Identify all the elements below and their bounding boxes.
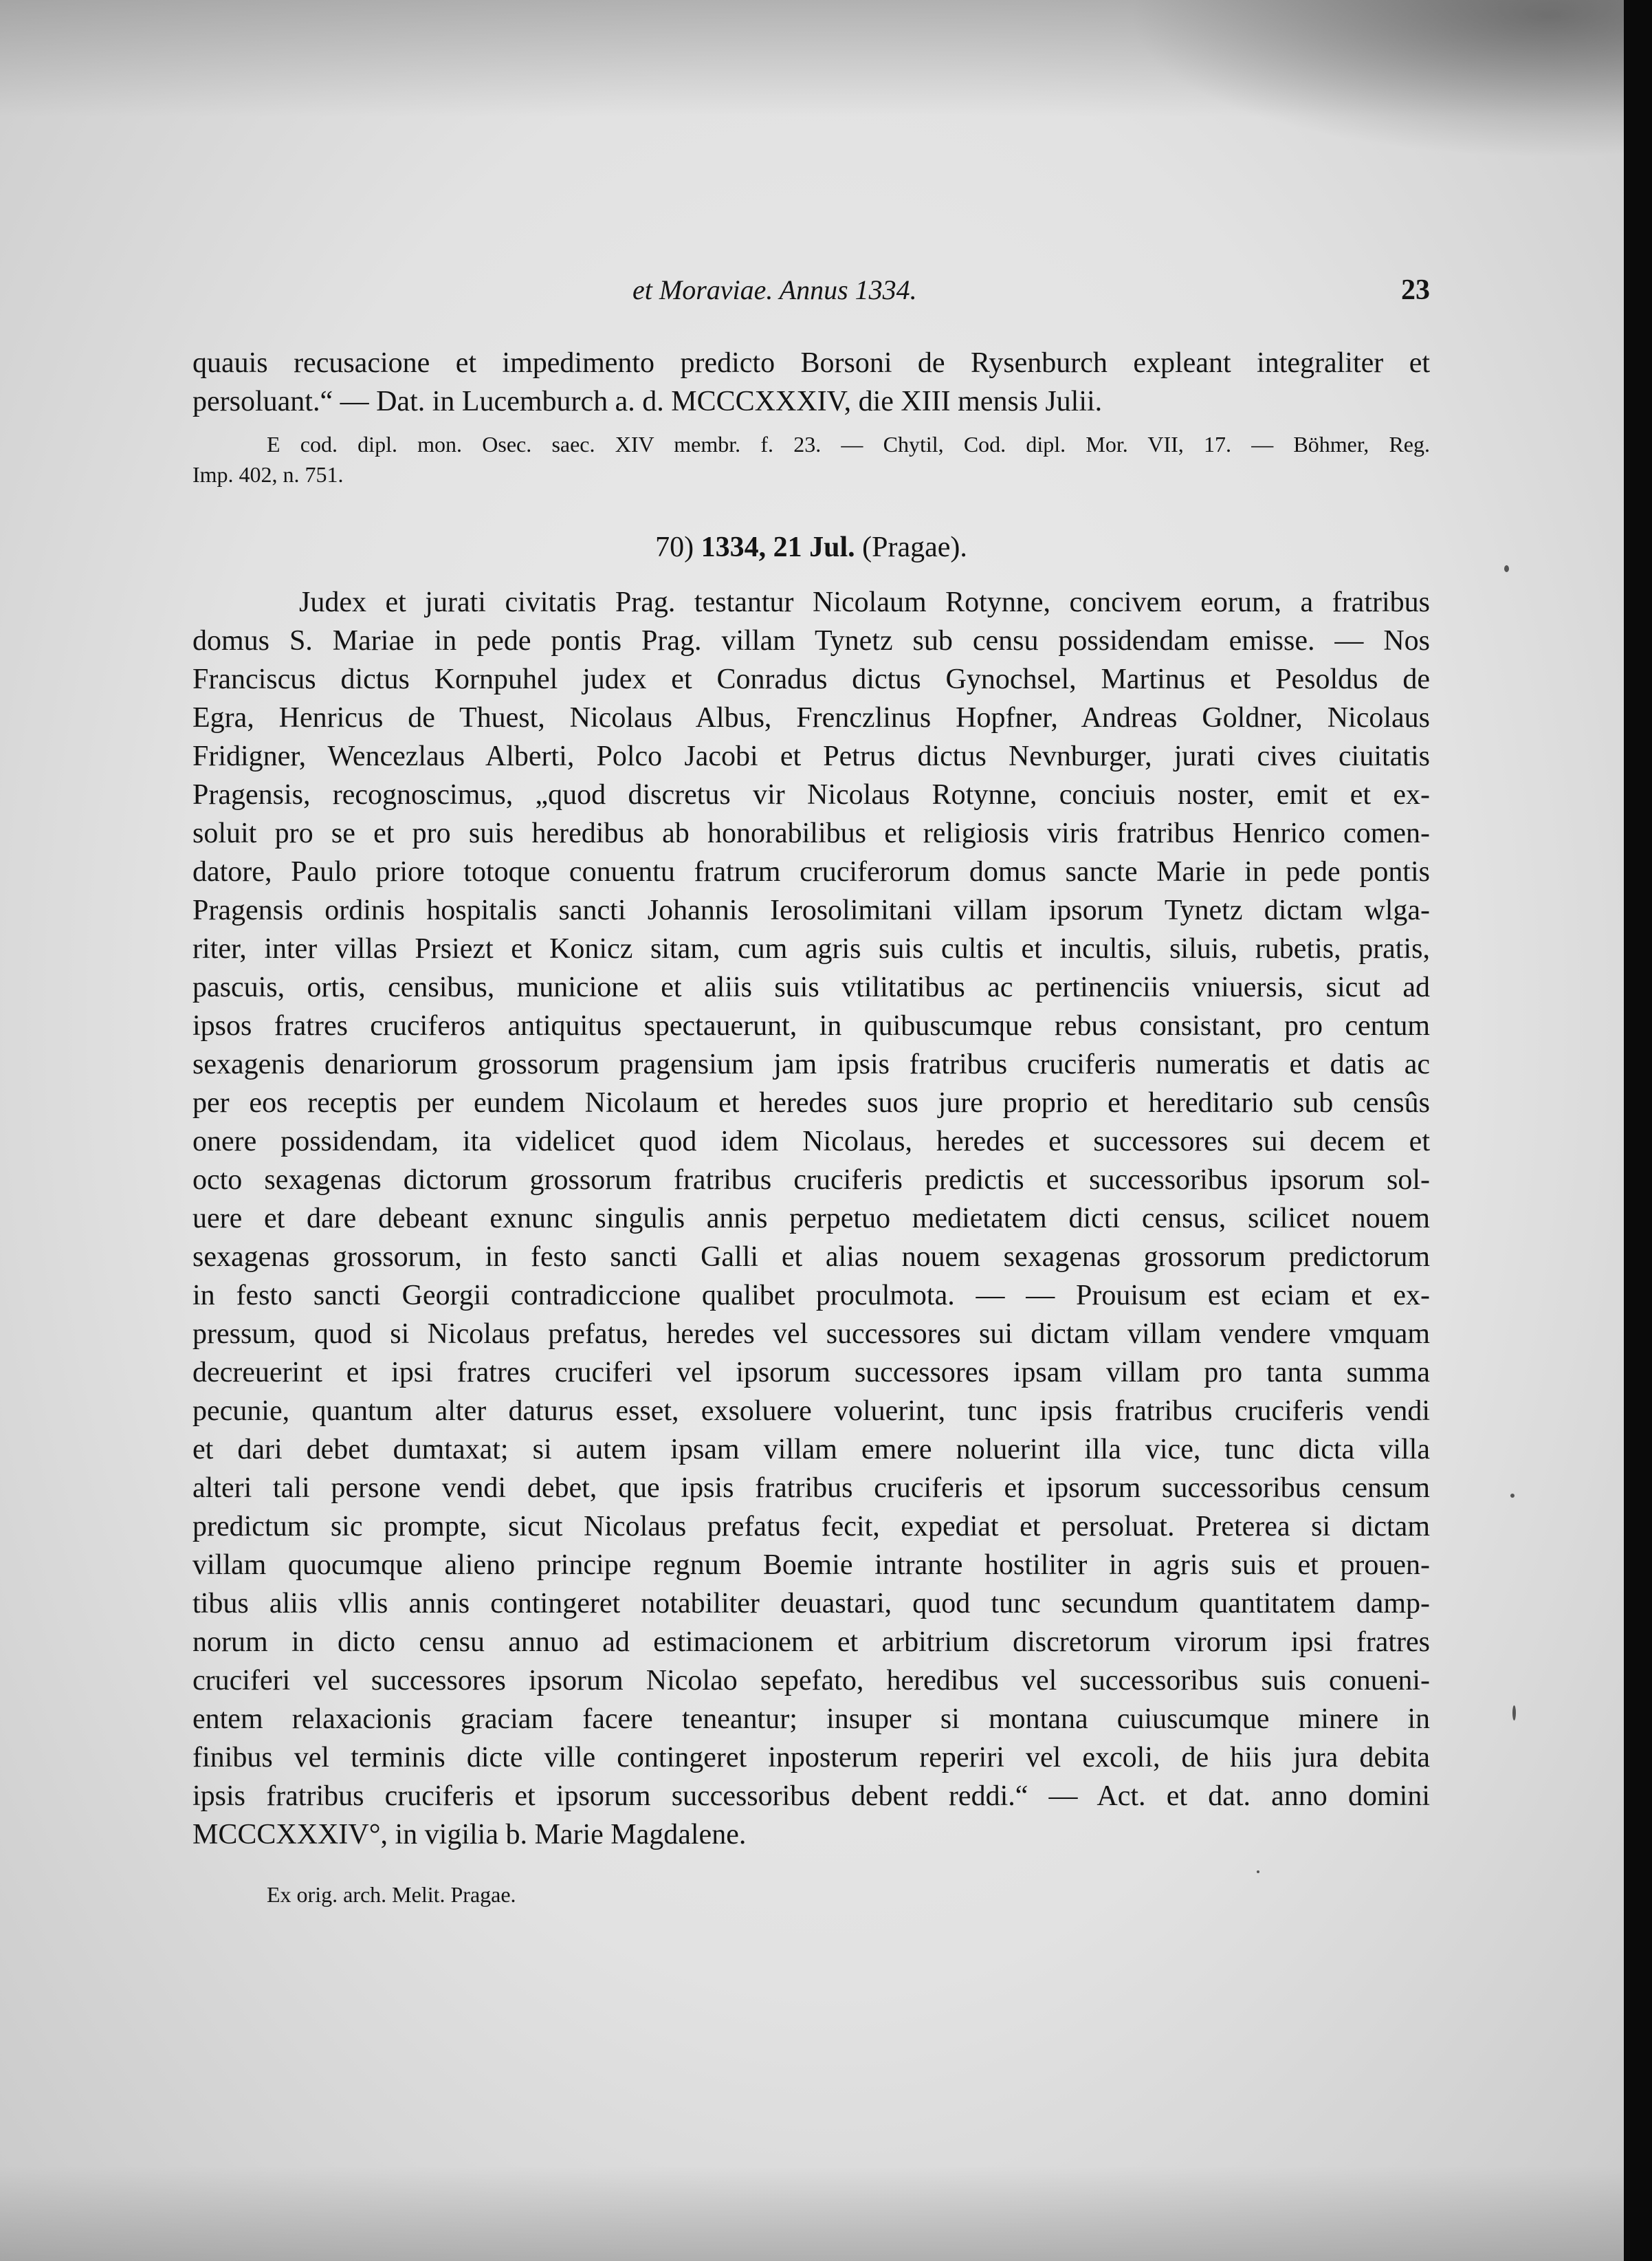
body-line: norum in dicto censu annuo ad estimacionem et arbitrium discretorum virorum ipsi fratres <box>192 1626 1430 1658</box>
body-line: cruciferi vel successores ipsorum Nicolao sepefato, heredibus vel successoribus suis conueni- <box>192 1665 1430 1696</box>
body-line: decreuerint et ipsi fratres cruciferi vel ipsorum successores ipsam villam pro tanta summa <box>192 1357 1430 1388</box>
body-line: entem relaxacionis graciam facere teneantur; insuper si montana cuiuscumque minere in <box>192 1703 1430 1735</box>
body-line: tibus aliis vllis annis contingeret notabiliter deuastari, quod tunc secundum quantitatem damp- <box>192 1588 1430 1619</box>
body-line: sexagenis denariorum grossorum pragensium jam ipsis fratribus cruciferis numeratis et datis ac <box>192 1049 1430 1080</box>
running-title: et Moraviae. Annus 1334. <box>632 274 917 305</box>
document-source-note: Ex orig. arch. Melit. Pragae. <box>267 1882 516 1907</box>
body-line: Fridigner, Wencezlaus Alberti, Polco Jacobi et Petrus dictus Nevnburger, jurati cives ciuitatis <box>192 741 1430 772</box>
page-number: 23 <box>1401 274 1430 306</box>
dust-speck <box>1257 1870 1259 1873</box>
document-number: 70) <box>655 532 694 563</box>
body-line: ipsos fratres cruciferos antiquitus spectauerunt, in quibuscumque rebus consistant, pro centum <box>192 1010 1430 1042</box>
body-line: Egra, Henricus de Thuest, Nicolaus Albus, Frenczlinus Hopfner, Andreas Goldner, Nicolaus <box>192 702 1430 734</box>
body-line: onere possidendam, ita videlicet quod idem Nicolaus, heredes et successores sui decem et <box>192 1126 1430 1157</box>
dust-speck <box>1510 1494 1515 1498</box>
body-line: Franciscus dictus Kornpuhel judex et Conradus dictus Gynochsel, Martinus et Pesoldus de <box>192 664 1430 695</box>
body-line: ipsis fratribus cruciferis et ipsorum successoribus debent reddi.“ — Act. et dat. anno domini <box>192 1780 1430 1812</box>
body-line: MCCCXXXIV°, in vigilia b. Marie Magdalene. <box>192 1819 747 1850</box>
body-line: predictum sic prompte, sicut Nicolaus prefatus fecit, expediat et persoluat. Preterea si dictam <box>192 1511 1430 1542</box>
document-place: (Pragae). <box>862 532 967 563</box>
body-line: in festo sancti Georgii contradiccione qualibet proculmota. — — Prouisum est eciam et ex- <box>192 1280 1430 1311</box>
page-header <box>192 274 1430 315</box>
body-line: Pragensis, recognoscimus, „quod discretus vir Nicolaus Rotynne, conciuis noster, emit et ex- <box>192 779 1430 811</box>
scan-right-edge <box>1624 0 1652 2261</box>
body-line: finibus vel terminis dicte ville contingeret inposterum reperiri vel excoli, de hiis jura debita <box>192 1742 1430 1773</box>
note-line: E cod. dipl. mon. Osec. saec. XIV membr. f. 23. — Chytil, Cod. dipl. Mor. VII, 17. — Böhmer, Reg. <box>267 432 1430 457</box>
body-line: Judex et jurati civitatis Prag. testantur Nicolaum Rotynne, concivem eorum, a fratribus <box>299 587 1430 618</box>
body-line: domus S. Mariae in pede pontis Prag. villam Tynetz sub censu possidendam emisse. — Nos <box>192 625 1430 657</box>
dust-speck <box>1512 1705 1516 1721</box>
body-line: pecunie, quantum alter daturus esset, exsoluere voluerint, tunc ipsis fratribus cruciferis vendi <box>192 1395 1430 1427</box>
body-line: per eos receptis per eundem Nicolaum et heredes suos jure proprio et hereditario sub censûs <box>192 1087 1430 1119</box>
body-line: et dari debet dumtaxat; si autem ipsam villam emere noluerint illa vice, tunc dicta villa <box>192 1434 1430 1465</box>
dust-speck <box>1504 565 1509 572</box>
body-line: villam quocumque alieno principe regnum Boemie intrante hostiliter in agris suis et prouen- <box>192 1549 1430 1581</box>
body-line: pressum, quod si Nicolaus prefatus, heredes vel successores sui dictam villam vendere vmquam <box>192 1318 1430 1350</box>
body-line: octo sexagenas dictorum grossorum fratribus cruciferis predictis et successoribus ipsorum sol- <box>192 1164 1430 1196</box>
body-line: Pragensis ordinis hospitalis sancti Johannis Ierosolimitani villam ipsorum Tynetz dictam wlga- <box>192 895 1430 926</box>
document-body <box>192 583 1430 1854</box>
body-line: riter, inter villas Prsiezt et Konicz sitam, cum agris suis cultis et incultis, siluis, rubetis, pratis, <box>192 933 1430 965</box>
body-line: alteri tali persone vendi debet, que ipsis fratribus cruciferis et ipsorum successoribus censum <box>192 1472 1430 1504</box>
scan-corner-stain <box>1127 0 1624 158</box>
body-line: sexagenas grossorum, in festo sancti Galli et alias nouem sexagenas grossorum predictorum <box>192 1241 1430 1273</box>
text-line: persoluant.“ — Dat. in Lucemburch a. d. MCCCXXXIV, die XIII mensis Julii. <box>192 386 1103 417</box>
body-line: datore, Paulo priore totoque conuentu fratrum cruciferorum domus sancte Marie in pede pontis <box>192 856 1430 888</box>
previous-document-text <box>192 344 1430 421</box>
document-heading <box>192 528 1430 567</box>
scan-bottom-shade <box>0 2166 1624 2261</box>
body-line: uere et dare debeant exnunc singulis annis perpetuo medietatem dicti census, scilicet nouem <box>192 1203 1430 1234</box>
body-line: soluit pro se et pro suis heredibus ab honorabilibus et religiosis viris fratribus Henrico comen- <box>192 818 1430 849</box>
body-line: pascuis, ortis, censibus, municione et aliis suis vtilitatibus ac pertinenciis vniuersis, sicut ad <box>192 972 1430 1003</box>
text-line: quauis recusacione et impedimento predicto Borsoni de Rysenburch expleant integraliter et <box>192 347 1430 379</box>
document-date: 1334, 21 Jul. <box>701 532 855 563</box>
previous-document-source-note <box>192 429 1430 490</box>
note-line: Imp. 402, n. 751. <box>192 462 344 487</box>
